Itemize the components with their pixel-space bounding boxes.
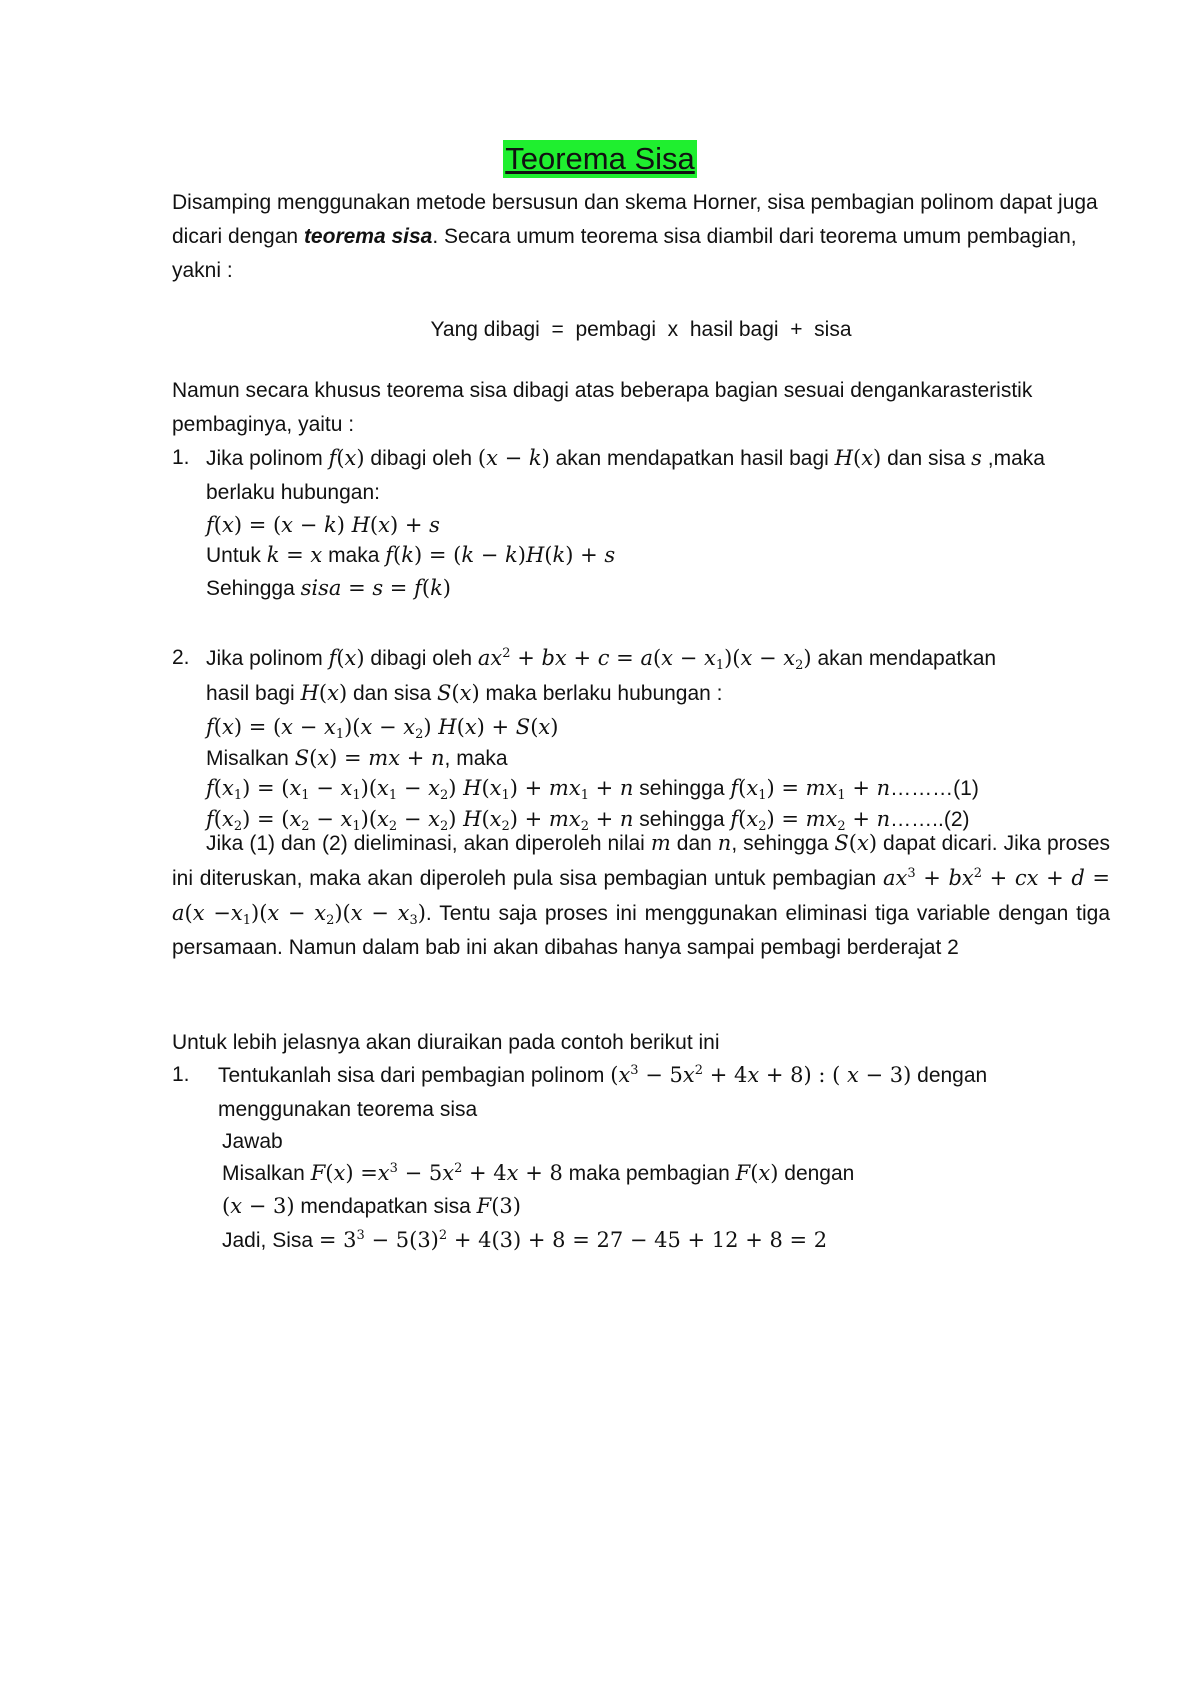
example-step-2: (x − 3) mendapatkan sisa F(3) [222,1194,521,1218]
eq-ref-2: ……..(2) [890,808,970,831]
case2-text-a: Jika polinom [206,647,329,670]
example-result: Jadi, Sisa = $3^3 - 5(3)^2 + 4(3) + 8 = 27 - 45 + 12 + 8 = 2$ [222,1228,828,1252]
case2-text-d: hasil bagi [206,682,301,705]
example-maka: maka pembagian [562,1162,736,1185]
example-intro: Untuk lebih jelasnya akan diuraikan pada contoh berikut ini [172,1031,720,1054]
answer-label: Jawab [222,1130,283,1153]
example-number: 1. [172,1063,190,1086]
intro-text-b: . Secara umum teorema sisa diambil dari teorema umum pembagian, yakni : [172,225,1077,282]
example-misalkan: Misalkan [222,1162,311,1185]
case2-eq3: $f(x_1) = (x_1 - x_1)(x_1 - x_2) H(x_1) + mx_1 + n$ sehingga $f(x_1) = mx_1$ + n………(1) [206,776,979,803]
general-formula: Yang dibagi = pembagi x hasil bagi + sisa [430,318,852,341]
case1-line2: berlaku hubungan: [206,481,380,504]
case1-text: Jika polinom f(x) dibagi oleh (x − k) akan mendapatkan hasil bagi H(x) dan sisa s ,maka berlaku hubungan: f(x) = (x − k) H(x) + s Untuk k = x maka f(k) = (k − k)H(k) + s Sehingga sisa = s = f(k) [206,441,1110,607]
case2-eq4: $f(x_2) = (x_2 - x_1)(x_2 - x_2) H(x_2) + mx_2 + n$ sehingga $f(x_2) = mx_2$ + n……..(2) [206,807,970,834]
case2-para-b: dan [670,832,718,855]
example-question-c: menggunakan teorema sisa [218,1098,478,1121]
case2-text-f: maka berlaku hubungan : [479,682,723,705]
case1-eq3: Sehingga sisa = s = f(k) [206,576,451,600]
case2-text: Jika polinom f(x) dibagi oleh $ax^2$ + bx + $c = a(x - x_1)(x - x_2)$ akan mendapatkan hasil bagi H(x) dan sisa S(x) maka berlaku hubungan : $f(x) = (x - x_1)(x - x_2)$ H(x) + S(x) Misalkan S(x) = mx + n, maka $f(x_1) = (x_1 - x_1)(x_1 - x_2) H(x_1) + mx_1 + n$ sehingga $f(x_1) = mx_1$ + n………(1) $f(x_2) = (x_2 - x_1)(x_2 - x_2) H(x_2) + mx_2 + n$ sehingga $f(x_2) = mx_2$ + n……..(2) [206,641,1110,835]
case2-text-c: akan mendapatkan [811,647,997,670]
sehingga-label-1: sehingga [633,777,731,800]
case1-text-e: ,maka [981,447,1045,470]
example-step-1: Misalkan $F(x) =x^3 - 5x^2 + 4x + 8$ maka pembagian F(x) dengan [222,1161,855,1185]
case1-number: 1. [172,446,190,469]
case2-para-c: , sehingga [731,832,835,855]
intro-text-a: Disamping menggunakan metode bersusun dan skema Horner, sisa pembagian polinom dapat juga dicari dengan [172,191,1098,248]
case1-eq2: Untuk k = x maka f(k) = (k − k)H(k) + s [206,543,616,567]
case2-para-e: . Tentu saja proses ini menggunakan eliminasi tiga variable dengan tiga persamaan. Namun dalam bab ini akan dibahas hanya sampai pembagi berderajat 2 [172,902,1110,959]
example-jadi: Jadi, Sisa [222,1229,319,1252]
intro-emphasis: teorema sisa [303,225,433,248]
case2-para-d: dapat dicari. Jika proses ini diteruskan, maka akan diperoleh pula sisa pembagian untuk pembagian [172,832,1110,890]
case2-number: 2. [172,646,190,669]
intro-paragraph [172,186,1110,288]
case2-para-a: Jika (1) dan (2) dieliminasi, akan diperoleh nilai [206,832,651,855]
case2-text-b: dibagi oleh [364,647,478,670]
case1-text-c: akan mendapatkan hasil bagi [549,447,835,470]
example-question-b: dengan [911,1064,988,1087]
case2-paragraph: Jika (1) dan (2) dieliminasi, akan diperoleh nilai m dan n, sehingga S(x) dapat dicari. Jika proses ini diteruskan, maka akan diperoleh pula sisa pembagian untuk pembagian $ax^3 + bx^2$ + cx + $d = a(x -x_1)(x - x_2)(x - x_3)$. Tentu saja proses ini menggunakan eliminasi tiga variable dengan tiga persamaan. Namun dalam bab ini akan dibahas hanya sampai pembagi berderajat 2 [172,831,1110,959]
example-body: Tentukanlah sisa dari pembagian polinom $(x^3 - 5x^2 + 4x + 8)$ : ( x − 3) dengan menggunakan teorema sisa Jawab Misalkan $F(x) =x^3 - 5x^2 + 4x + 8$ maka pembagian F(x) dengan (x − 3) mendapatkan sisa F(3) Jadi, Sisa = $3^3 - 5(3)^2 + 4(3) + 8 = 27 - 45 + 12 + 8 = 2$ [218,1058,1110,1258]
eq-ref-1: ………(1) [890,777,979,800]
case2-eq2: Misalkan S(x) = mx + n, maka [206,746,508,770]
sehingga-label: Sehingga [206,577,301,600]
example-question-a: Tentukanlah sisa dari pembagian polinom [218,1064,611,1087]
case1-text-a: Jika polinom [206,447,329,470]
sehingga-label-2: sehingga [633,808,731,831]
page-title: Teorema Sisa [505,141,695,176]
intro-paragraph-2: Namun secara khusus teorema sisa dibagi atas beberapa bagian sesuai dengankarasteristik pembaginya, yaitu : [172,379,1033,436]
untuk-label: Untuk [206,544,267,567]
example-dengan: dengan [778,1162,855,1185]
maka-label: maka [322,544,386,567]
case1-text-d: dan sisa [881,447,972,470]
case2-text-e: dan sisa [347,682,438,705]
maka-label-2: , maka [444,747,508,770]
example-mendapatkan: mendapatkan sisa [294,1195,477,1218]
case2-eq1: $f(x) = (x - x_1)(x - x_2)$ H(x) + S(x) [206,715,559,742]
misalkan-label: Misalkan [206,747,295,770]
case1-eq1: f(x) = (x − k) H(x) + s [206,513,440,537]
case1-text-b: dibagi oleh [364,447,478,470]
